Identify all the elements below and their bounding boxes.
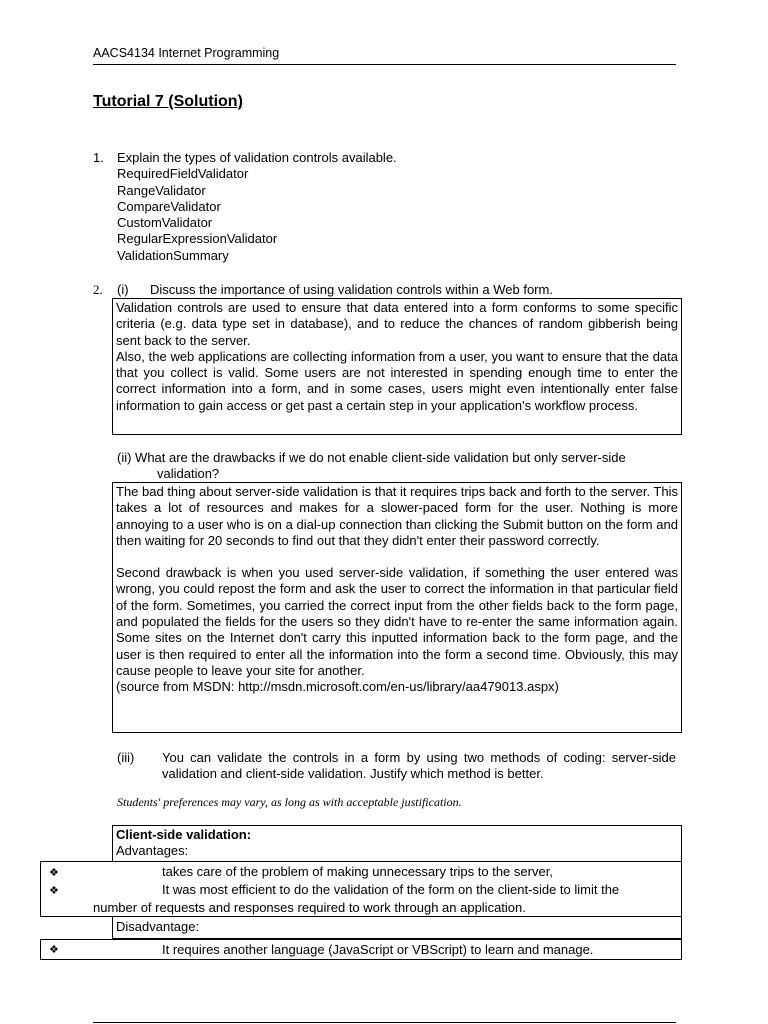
document-header: AACS4134 Internet Programming (93, 46, 280, 60)
client-side-table-header (112, 825, 682, 861)
q2-i-answer-box (112, 298, 682, 435)
q2-iii-question: You can validate the controls in a form by using two methods of coding: server-side validation and client-side validation. Justify which method is better. (162, 750, 676, 781)
q1-answer-item: RegularExpressionValidator (117, 231, 278, 247)
q2-ii-source: (source from MSDN: http://msdn.microsoft.com/en-us/library/aa479013.aspx) (116, 679, 559, 695)
disadvantages-list (40, 939, 682, 960)
client-side-heading: Client-side validation: (116, 827, 252, 842)
advantage-item: takes care of the problem of making unnecessary trips to the server, (162, 864, 553, 879)
q1-block (117, 150, 397, 264)
disadvantage-label: Disadvantage: (112, 917, 682, 939)
q2-ii-question-line2: validation? (157, 466, 220, 481)
q2-iii-label: (iii) (117, 750, 135, 765)
footer-rule (93, 1022, 676, 1023)
q1-question: Explain the types of validation controls available. (117, 150, 397, 165)
bullet-icon: ❖ (49, 944, 59, 956)
q2-number: 2. (93, 282, 103, 297)
q1-answer-item: RangeValidator (117, 182, 206, 198)
disadvantage-item: It requires another language (JavaScript or VBScript) to learn and manage. (162, 942, 594, 957)
header-rule (93, 64, 676, 65)
q2-i-label: (i) (117, 282, 129, 297)
q1-answer-item: CompareValidator (117, 198, 221, 214)
q2-ii-question-line1: (ii) What are the drawbacks if we do not enable client-side validation but only server-side (117, 450, 626, 465)
q2-i-question: Discuss the importance of using validation controls within a Web form. (150, 282, 553, 297)
advantages-label: Advantages: (116, 843, 189, 858)
q2-i-answer-p1: Validation controls are used to ensure that data entered into a form conforms to some specific criteria (e.g. data type set in database), and to reduce the chances of random gibberish being sent back to the server. (116, 300, 678, 348)
q2-ii-answer-p2: Second drawback is when you used server-side validation, if something the user entered was wrong, you could repost the form and ask the user to correct the information in that particular field of the form. Sometimes, you carried the correct input from the other fields back to the form page, and populated the fields for the users so they didn't have to re-enter the same information again. Some sites on the Internet don't carry this inputted information back to the form page, and the user is then required to enter all the information into the form a second time. Obviously, this may cause people to leave your site for another. (116, 565, 678, 678)
q2-i-answer-p2: Also, the web applications are collecting information from a user, you want to ensure that the data that you collect is valid. Some users are not interested in spending enough time to enter the correct information into a form, and in some cases, users might even intentionally enter false information to gain access or get past a certain step in your application's workflow process. (116, 348, 678, 413)
q1-answer-item: ValidationSummary (117, 247, 229, 263)
advantage-item: It was most efficient to do the validation of the form on the client-side to limit the (162, 882, 620, 897)
q2-ii-question (117, 450, 677, 482)
answer-note: Students' preferences may vary, as long as with acceptable justification. (117, 795, 462, 809)
bullet-icon: ❖ (49, 867, 59, 879)
advantages-list (40, 861, 682, 917)
q1-number: 1. (93, 150, 104, 165)
q1-answer-item: RequiredFieldValidator (117, 166, 249, 182)
page-title: Tutorial 7 (Solution) (93, 93, 243, 110)
q1-answer-item: CustomValidator (117, 215, 213, 231)
advantage-item-continued: number of requests and responses required to work through an application. (93, 900, 526, 915)
q2-ii-answer-p1: The bad thing about server-side validation is that it requires trips back and forth to the server. This takes a lot of resources and makes for a slower-paced form for the user. Nothing is more annoying to a user who is on a dial-up connection than clicking the Submit button on the form and then waiting for 20 seconds to find out that they didn't enter their password correctly. (116, 484, 678, 548)
q2-ii-answer-box (112, 482, 682, 733)
bullet-icon: ❖ (49, 885, 59, 897)
